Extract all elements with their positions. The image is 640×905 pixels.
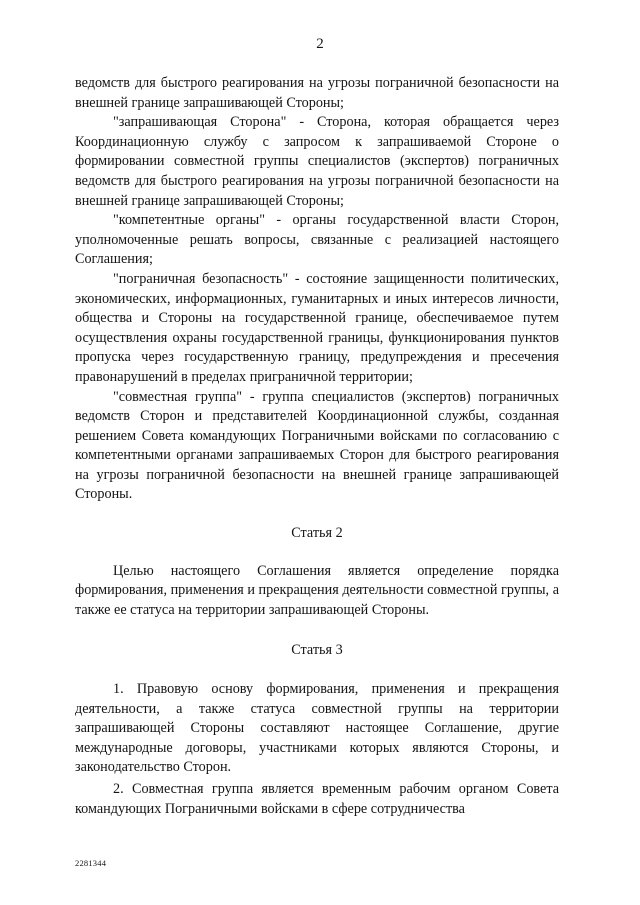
definition-border-security: "пограничная безопасность" - состояние защищенности политических, экономических, информационных, гуманитарных и иных интересов личности, общества и Стороны на государственной границе, обеспечиваемое путем осуществления охраны государственной границы, функционирования пунктов пропуска через государственную границу, предупреждения и пресечения правонарушений в пределах приграничной территории; <box>75 270 559 385</box>
page-number: 2 <box>316 36 324 52</box>
article-2-text: Целью настоящего Соглашения является определение порядка формирования, применения и прекращения деятельности совместной группы, а также ее статуса на территории запрашивающей Стороны. <box>75 562 559 618</box>
definition-joint-group: "совместная группа" - группа специалистов (экспертов) пограничных ведомств Сторон и представителей Координационной службы, созданная решением Совета командующих Пограничными войсками по согласованию с компетентными органами запрашиваемых Сторон для быстрого реагирования на угрозы пограничной безопасности на внешней границе запрашивающей Стороны. <box>75 388 559 503</box>
article-3-paragraph-2: 2. Совместная группа является временным рабочим органом Совета командующих Пограничными войсками в сфере сотрудничества <box>75 781 559 817</box>
document-code: 2281344 <box>75 858 107 868</box>
definition-requesting-party: "запрашивающая Сторона" - Сторона, которая обращается через Координационную службу с запросом к запрашиваемой Стороне о формировании совместной группы специалистов (экспертов) пограничных ведомств для быстрого реагирования на угрозы пограничной безопасности на внешней границе запрашивающей Стороны; <box>75 114 559 209</box>
document-body <box>75 74 559 819</box>
article-2-heading: Статья 2 <box>291 525 343 542</box>
definition-competent-authorities: "компетентные органы" - органы государственной власти Сторон, уполномоченные решать вопросы, связанные с реализацией настоящего Соглашения; <box>75 212 559 268</box>
article-3-paragraph-1: 1. Правовую основу формирования, применения и прекращения деятельности, а также статуса совместной группы на территории запрашивающей Стороны составляют настоящее Соглашение, другие международные договоры, участниками которых являются Стороны, и законодательство Сторон. <box>75 681 559 776</box>
paragraph-continuation: ведомств для быстрого реагирования на угрозы пограничной безопасности на внешней границе запрашивающей Стороны; <box>75 75 559 111</box>
article-3-heading: Статья 3 <box>291 642 343 659</box>
